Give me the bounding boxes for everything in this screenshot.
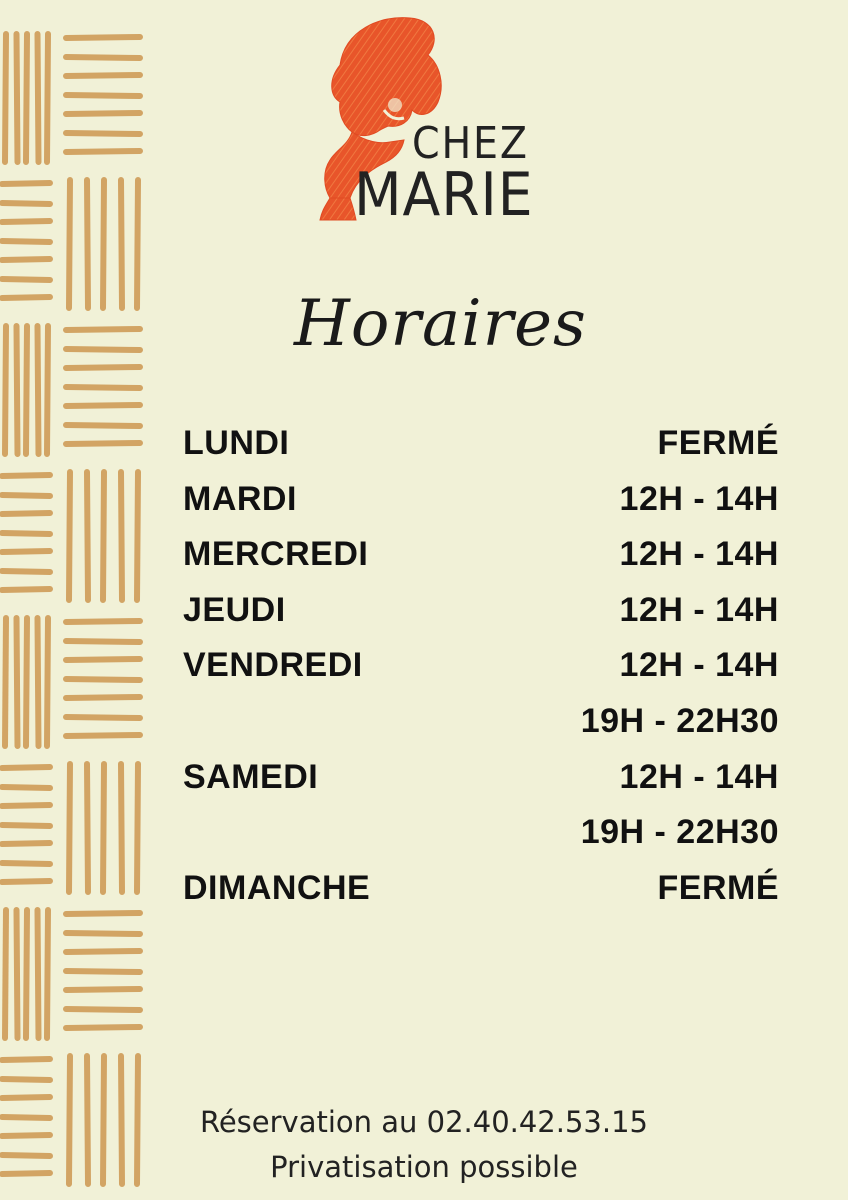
pattern-stroke bbox=[87, 180, 88, 308]
pattern-stroke bbox=[2, 767, 50, 768]
page-title: Horaires bbox=[294, 287, 587, 361]
pattern-stroke bbox=[47, 326, 48, 454]
pattern-stroke bbox=[2, 183, 50, 184]
schedule-row bbox=[183, 807, 783, 863]
pattern-stroke bbox=[2, 203, 50, 204]
pattern-stroke bbox=[66, 329, 140, 330]
pattern-stroke bbox=[69, 180, 70, 308]
pattern-stroke bbox=[38, 618, 39, 746]
pattern-stroke bbox=[137, 472, 138, 600]
pattern-stroke bbox=[66, 443, 140, 444]
pattern-stroke bbox=[66, 367, 140, 368]
schedule-hours: FERMÉ bbox=[657, 868, 779, 907]
pattern-stroke bbox=[2, 1097, 50, 1098]
schedule-hours: 12H - 14H bbox=[619, 757, 779, 796]
reservation-text: Réservation au 02.40.42.53.15 bbox=[199, 1105, 648, 1139]
pattern-stroke bbox=[66, 151, 140, 152]
pattern-stroke bbox=[5, 618, 6, 746]
schedule-day: DIMANCHE bbox=[183, 868, 371, 907]
schedule-row bbox=[183, 474, 783, 530]
pattern-stroke bbox=[66, 913, 140, 914]
pattern-stroke bbox=[38, 326, 39, 454]
schedule-row bbox=[183, 418, 783, 474]
schedule-day: MERCREDI bbox=[183, 535, 369, 574]
pattern-stroke bbox=[66, 349, 140, 350]
schedule-row bbox=[183, 863, 783, 919]
pattern-stroke bbox=[66, 933, 140, 934]
pattern-stroke bbox=[103, 764, 104, 892]
pattern-stroke bbox=[121, 764, 122, 892]
pattern-stroke bbox=[66, 1009, 140, 1010]
pattern-stroke bbox=[5, 326, 6, 454]
schedule-hours: 12H - 14H bbox=[619, 479, 779, 518]
pattern-stroke bbox=[66, 57, 140, 58]
pattern-stroke bbox=[87, 472, 88, 600]
pattern-stroke bbox=[47, 910, 48, 1038]
pattern-stroke bbox=[2, 551, 50, 552]
pattern-stroke bbox=[2, 881, 50, 882]
schedule-hours: 12H - 14H bbox=[619, 535, 779, 574]
pattern-stroke bbox=[66, 659, 140, 660]
brand-line1: CHEZ bbox=[412, 118, 529, 169]
pattern-stroke bbox=[121, 180, 122, 308]
schedule-day: JEUDI bbox=[183, 590, 286, 629]
pattern-stroke bbox=[26, 910, 27, 1038]
woven-pattern-decoration bbox=[0, 28, 148, 1198]
pattern-stroke bbox=[66, 971, 140, 972]
pattern-stroke bbox=[66, 951, 140, 952]
pattern-stroke bbox=[2, 533, 50, 534]
pattern-stroke bbox=[66, 405, 140, 406]
pattern-stroke bbox=[66, 641, 140, 642]
pattern-stroke bbox=[17, 618, 18, 746]
schedule-day: LUNDI bbox=[183, 424, 290, 462]
pattern-stroke bbox=[2, 513, 50, 514]
pattern-stroke bbox=[137, 764, 138, 892]
pattern-stroke bbox=[66, 989, 140, 990]
pattern-stroke bbox=[2, 495, 50, 496]
pattern-stroke bbox=[5, 34, 6, 162]
pattern-stroke bbox=[69, 472, 70, 600]
pattern-stroke bbox=[69, 764, 70, 892]
pattern-stroke bbox=[2, 863, 50, 864]
schedule-row bbox=[183, 585, 783, 641]
pattern-stroke bbox=[2, 825, 50, 826]
pattern-stroke bbox=[47, 34, 48, 162]
pattern-stroke bbox=[103, 180, 104, 308]
pattern-stroke bbox=[87, 764, 88, 892]
privatisation-text: Privatisation possible bbox=[270, 1149, 578, 1184]
pattern-stroke bbox=[2, 1079, 50, 1080]
pattern-stroke bbox=[137, 180, 138, 308]
pattern-stroke bbox=[121, 472, 122, 600]
pattern-stroke bbox=[17, 34, 18, 162]
pattern-stroke bbox=[2, 279, 50, 280]
pattern-stroke bbox=[26, 618, 27, 746]
pattern-stroke bbox=[66, 717, 140, 718]
pattern-stroke bbox=[66, 75, 140, 76]
pattern-stroke bbox=[2, 1059, 50, 1060]
schedule-hours: 19H - 22H30 bbox=[580, 813, 779, 852]
pattern-stroke bbox=[66, 387, 140, 388]
pattern-stroke bbox=[38, 910, 39, 1038]
pattern-stroke bbox=[66, 679, 140, 680]
schedule-day: MARDI bbox=[183, 479, 297, 518]
pattern-stroke bbox=[2, 805, 50, 806]
pattern-stroke bbox=[2, 259, 50, 260]
schedule-day: VENDREDI bbox=[183, 646, 363, 685]
schedule-hours: 12H - 14H bbox=[619, 590, 779, 629]
pattern-stroke bbox=[2, 843, 50, 844]
schedule-hours: 19H - 22H30 bbox=[580, 701, 779, 740]
pattern-stroke bbox=[17, 326, 18, 454]
schedule-row bbox=[183, 640, 783, 696]
schedule-row bbox=[183, 696, 783, 752]
pattern-stroke bbox=[2, 221, 50, 222]
pattern-stroke bbox=[66, 113, 140, 114]
schedule-row bbox=[183, 752, 783, 808]
pattern-stroke bbox=[66, 735, 140, 736]
pattern-stroke bbox=[2, 297, 50, 298]
pattern-stroke bbox=[103, 472, 104, 600]
pattern-stroke bbox=[2, 787, 50, 788]
pattern-stroke bbox=[26, 326, 27, 454]
pattern-stroke bbox=[2, 475, 50, 476]
pattern-stroke bbox=[38, 34, 39, 162]
brand-line2: MARIE bbox=[354, 160, 534, 230]
pattern-stroke bbox=[5, 910, 6, 1038]
pattern-stroke bbox=[66, 133, 140, 134]
pattern-stroke bbox=[2, 571, 50, 572]
schedule-row bbox=[183, 529, 783, 585]
pattern-stroke bbox=[66, 621, 140, 622]
pattern-stroke bbox=[17, 910, 18, 1038]
footer bbox=[0, 1100, 848, 1190]
pattern-stroke bbox=[2, 241, 50, 242]
schedule-hours: 12H - 14H bbox=[619, 646, 779, 685]
pattern-stroke bbox=[26, 34, 27, 162]
pattern-stroke bbox=[66, 425, 140, 426]
pattern-stroke bbox=[2, 589, 50, 590]
schedule-hours: FERMÉ bbox=[657, 424, 779, 462]
pattern-stroke bbox=[66, 697, 140, 698]
pattern-stroke bbox=[66, 1027, 140, 1028]
pattern-stroke bbox=[47, 618, 48, 746]
pattern-stroke bbox=[66, 37, 140, 38]
pattern-stroke bbox=[66, 95, 140, 96]
schedule-list bbox=[183, 418, 783, 918]
schedule-day: SAMEDI bbox=[183, 757, 319, 796]
